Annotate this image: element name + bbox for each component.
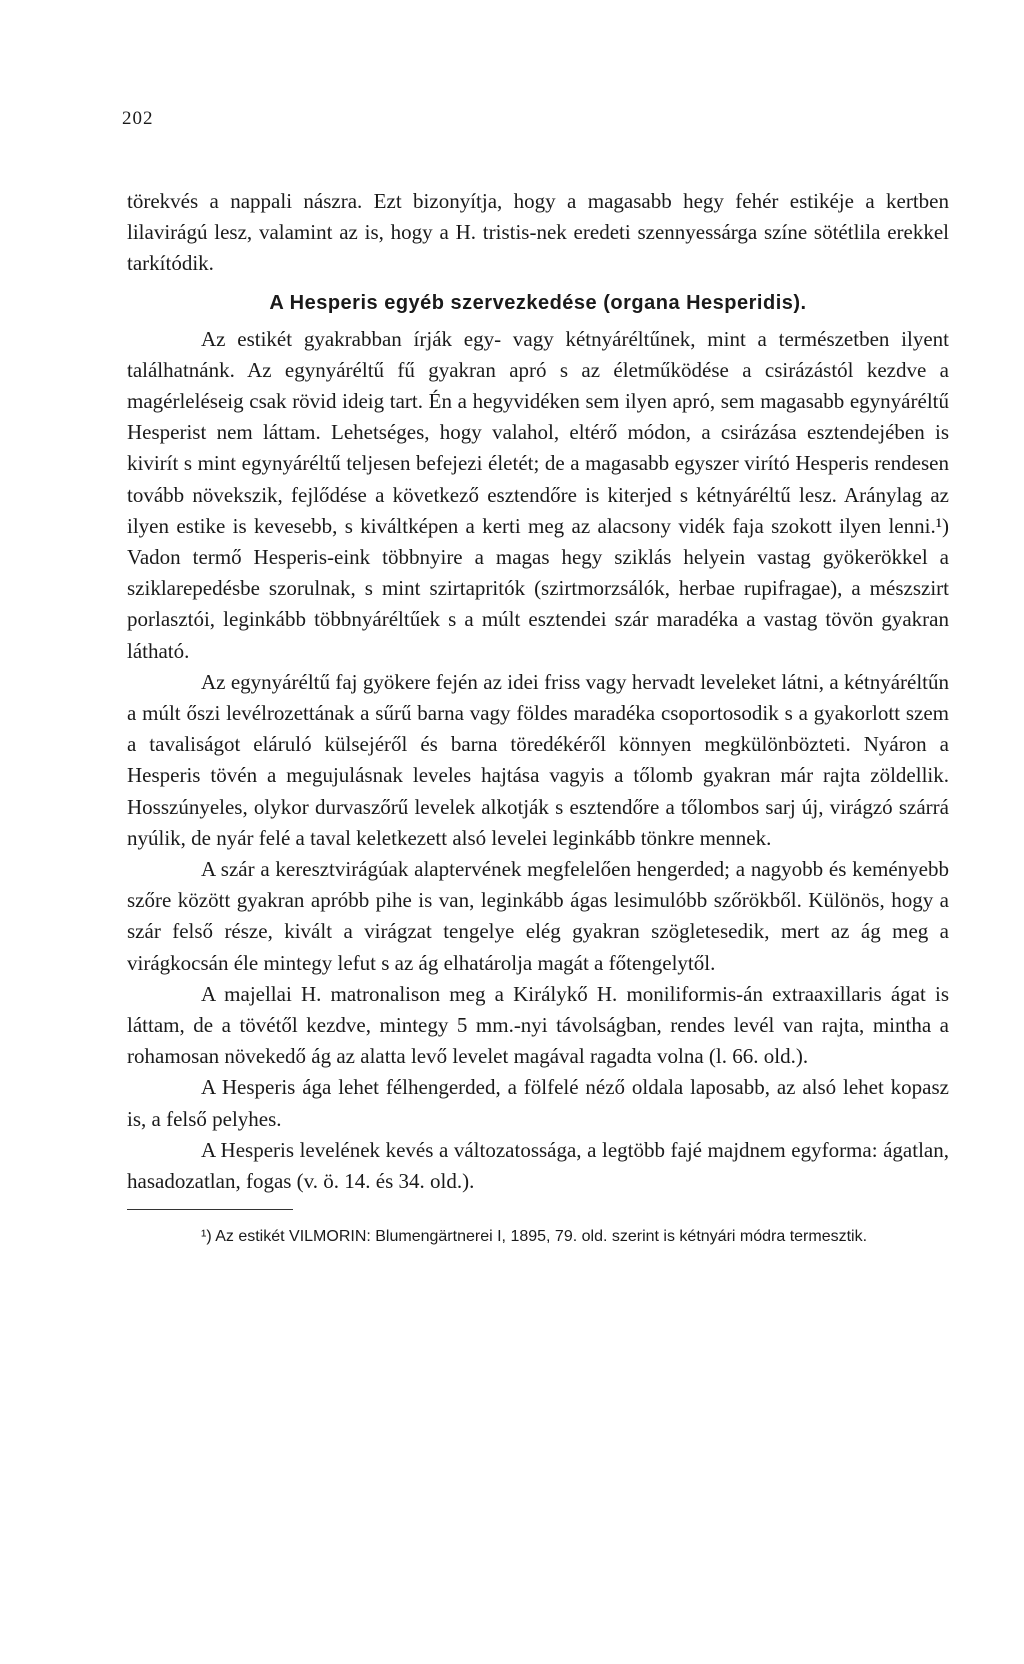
paragraph: Az egynyáréltű faj gyökere fején az idei friss vagy hervadt leveleket látni, a kétnyáréltűn a múlt őszi levélrozettának a sűrű barna vagy földes maradéka csoportosodik s a gyakorlott szem a tavaliságot eláruló külsejéről és barna töredékéről könnyen megkülönbözteti. Nyáron a Hesperis tövén a megujulásnak leveles hajtása vagyis a tőlomb gyakran már rajta zöldellik. Hosszúnyeles, olykor durvaszőrű levelek alkotják s esztendőre a tőlombos sarj új, virágzó szárrá nyúlik, de nyár felé a taval keletkezett alsó levelei leginkább tönkre mennek. <box>127 669 949 850</box>
paragraph: A Hesperis levelének kevés a változatossága, a legtöbb fajé majdnem egyforma: ágatlan, hasadozatlan, fogas (v. ö. 14. és 34. old.). <box>127 1137 949 1194</box>
footnote-divider <box>127 1209 293 1210</box>
paragraph: A szár a keresztvirágúak alaptervének megfelelően hengerded; a nagyobb és keményebb szőre között gyakran apróbb pihe is van, leginkább ágas lesimulóbb szőrökből. Különös, hogy a szár felső része, kivált a virágzat tengelye elég gyakran szögletesedik, mert az ág meg a virágkocsán éle mintegy lefut s az ág elhatárolja magát a főtengelytől. <box>127 857 949 975</box>
section-heading: A Hesperis egyéb szervezkedése (organa Hesperidis). <box>269 291 807 314</box>
paragraph: Az estikét gyakrabban írják egy- vagy kétnyáréltűnek, mint a természetben ilyent találhatnánk. Az egynyáréltű fű gyakran apró s az életműködése a csirázástól kezdve a magérleléseig csak rövid ideig tart. Én a hegyvidéken sem ilyen apró, sem magasabb egynyáréltű Hesperist nem láttam. Lehetséges, hogy valahol, eltérő módon, a csirázása esztendejében is kivirít s mint egynyáréltű teljesen befejezi életét; de a magasabb egyszer virító Hesperis rendesen tovább növekszik, fejlődése a következő esztendőre is kiterjed s kétnyáréltű lesz. Aránylag az ilyen estike is kevesebb, s kiváltképen a kerti meg az alacsony vidék faja szokott ilyen lenni.¹) Vadon termő Hesperis-eink többnyire a magas hegy sziklás helyein vastag gyökerökkel a sziklarepedésbe szorulnak, s mint szirtapritók (szirtmorzsálók, herbae rupifragae), a mészszirt porlasztói, leginkább többnyáréltűek s a múlt esztendei szár maradéka a vastag tövön gyakran látható. <box>127 326 949 663</box>
page-body <box>127 186 949 1249</box>
paragraph: A Hesperis ága lehet félhengerded, a fölfelé néző oldala laposabb, az alsó lehet kopasz is, a felső pelyhes. <box>127 1075 949 1131</box>
paragraph: A majellai H. matronalison meg a Királykő H. moniliformis-án extraaxillaris ágat is láttam, de a tövétől kezdve, mintegy 5 mm.-nyi távolságban, rendes levél van rajta, mintha a rohamosan növekedő ág az alatta levő levelet magával ragadta volna (l. 66. old.). <box>127 981 949 1069</box>
paragraph: törekvés a nappali nászra. Ezt bizonyítja, hogy a magasabb hegy fehér estikéje a kertben lilavirágú lesz, valamint az is, hogy a H. tristis-nek eredeti szennyessárga színe sötétlila erekkel tarkítódik. <box>127 189 949 276</box>
footnote: ¹) Az estikét VILMORIN: Blumengärtnerei I, 1895, 79. old. szerint is kétnyári módra termesztik. <box>201 1228 868 1246</box>
page-number: 202 <box>122 108 154 129</box>
